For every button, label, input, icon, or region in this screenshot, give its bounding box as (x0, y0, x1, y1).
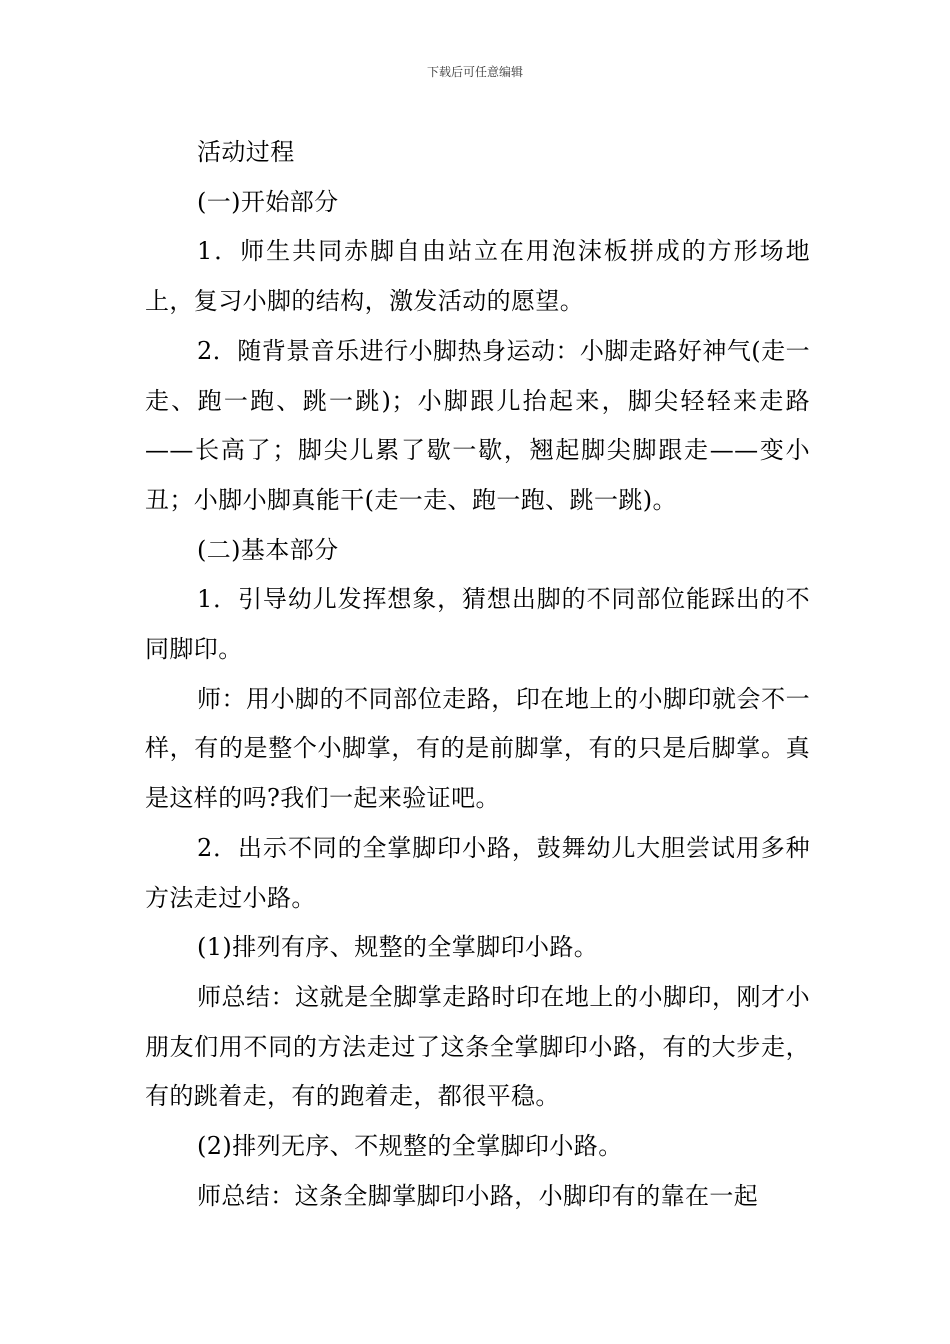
page-header-note: 下载后可任意编辑 (426, 65, 523, 79)
paragraph: 师总结：这就是全脚掌走路时印在地上的小脚印，刚才小朋友们用不同的方法走过了这条全掌脚印小路，有的大步走，有的跳着走，有的跑着走，都很平稳。 (145, 982, 810, 1111)
section-title: 活动过程 (197, 138, 295, 166)
subsection-heading: (二)基本部分 (197, 535, 339, 564)
list-item-heading: (2)排列无序、不规整的全掌脚印小路。 (197, 1132, 623, 1161)
paragraph: 2．随背景音乐进行小脚热身运动：小脚走路好神气(走一走、跑一跑、跳一跳)；小脚跟儿抬起来，脚尖轻轻来走路——长高了；脚尖儿累了歇一歇，翘起脚尖脚跟走——变小丑；小脚小脚真能干(走一走、跑一跑、跳一跳)。 (145, 336, 810, 514)
document-body (145, 128, 810, 1221)
paragraph: 1．引导幼儿发挥想象，猜想出脚的不同部位能踩出的不同脚印。 (145, 585, 810, 664)
subsection-heading: (一)开始部分 (197, 187, 339, 216)
paragraph: 师总结：这条全脚掌脚印小路，小脚印有的靠在一起 (197, 1181, 759, 1210)
paragraph: 1．师生共同赤脚自由站立在用泡沫板拼成的方形场地上，复习小脚的结构，激发活动的愿望。 (145, 237, 810, 316)
paragraph: 2．出示不同的全掌脚印小路，鼓舞幼儿大胆尝试用多种方法走过小路。 (145, 833, 810, 912)
list-item-heading: (1)排列有序、规整的全掌脚印小路。 (197, 933, 599, 962)
paragraph: 师：用小脚的不同部位走路，印在地上的小脚印就会不一样，有的是整个小脚掌，有的是前脚掌，有的只是后脚掌。真是这样的吗?我们一起来验证吧。 (145, 684, 810, 813)
